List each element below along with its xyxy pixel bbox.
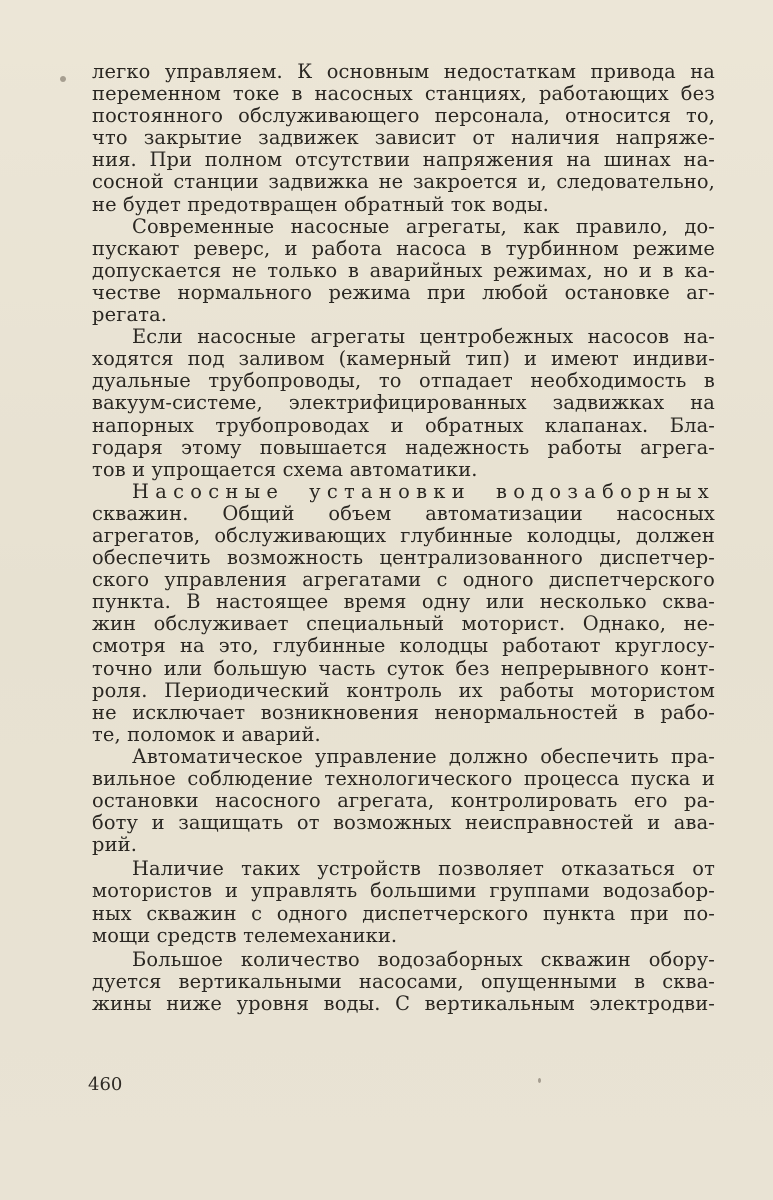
text-line: точно или большую часть суток без непрерывного конт-: [92, 656, 715, 680]
paragraph-7: [92, 949, 715, 1015]
ink-speck: [538, 1078, 541, 1083]
text-line: те, поломок и аварий.: [92, 722, 321, 746]
text-line: не будет предотвращен обратный ток воды.: [92, 192, 549, 216]
paragraph-2: [92, 216, 715, 326]
paragraph-1: [92, 61, 715, 216]
text-line: обеспечить возможность централизованного диспетчер-: [92, 546, 715, 570]
text-line: роля. Периодический контроль их работы мотористом: [92, 678, 715, 702]
body-text: [92, 61, 715, 1015]
text-line: ского управления агрегатами с одного диспетчерского: [92, 568, 715, 592]
text-line: рий.: [92, 833, 138, 857]
text-line: жины ниже уровня воды. С вертикальным электродви-: [92, 991, 715, 1015]
text-line: вакуум-системе, электрифицированных задвижках на: [92, 391, 715, 415]
paragraph-6: [92, 858, 715, 946]
text-line: мощи средств телемеханики.: [92, 923, 398, 947]
paragraph-5: [92, 746, 715, 856]
text-line: регата.: [92, 303, 168, 327]
text-line: дуется вертикальными насосами, опущенными в сква-: [92, 969, 715, 993]
text-line: ных скважин с одного диспетчерского пункта при по-: [92, 901, 715, 925]
text-line: боту и защищать от возможных неисправностей и ава-: [92, 811, 715, 835]
text-line: ходятся под заливом (камерный тип) и имеют индиви-: [92, 347, 715, 371]
text-line: пускают реверс, и работа насоса в турбинном режиме: [92, 236, 715, 260]
text-line: что закрытие задвижек зависит от наличия напряже-: [92, 126, 715, 150]
text-line: честве нормального режима при любой остановке аг-: [92, 280, 715, 304]
text-line: сосной станции задвижка не закроется и, следовательно,: [92, 170, 715, 194]
text-line: ния. При полном отсутствии напряжения на шинах на-: [92, 148, 715, 172]
text-line: пункта. В настоящее время одну или несколько сква-: [92, 590, 715, 614]
text-line: мотористов и управлять большими группами водозабор-: [92, 879, 715, 903]
text-line: допускается не только в аварийных режимах, но и в ка-: [92, 258, 715, 282]
text-line: постоянного обслуживающего персонала, относится то,: [92, 104, 715, 128]
text-line: годаря этому повышается надежность работы агрега-: [92, 435, 715, 459]
text-line: остановки насосного агрегата, контролировать его ра-: [92, 789, 715, 813]
text-line: скважин. Общий объем автоматизации насосных: [92, 501, 715, 525]
paragraph-3: [92, 326, 715, 481]
text-line: тов и упрощается схема автоматики.: [92, 457, 478, 481]
text-line: жин обслуживает специальный моторист. Однако, не-: [92, 612, 715, 636]
section-heading: Насосные установки водозаборных: [132, 479, 715, 503]
text-line: Наличие таких устройств позволяет отказаться от: [132, 857, 715, 881]
paragraph-4: [92, 481, 715, 746]
page-number: 460: [88, 1074, 123, 1095]
text-line: Современные насосные агрегаты, как правило, до-: [132, 214, 715, 238]
text-line: напорных трубопроводах и обратных клапанах. Бла-: [92, 413, 715, 437]
text-line: вильное соблюдение технологического процесса пуска и: [92, 767, 715, 790]
text-line: легко управляем. К основным недостаткам привода на: [92, 60, 715, 83]
text-line: дуальные трубопроводы, то отпадает необходимость в: [92, 369, 715, 393]
text-line: не исключает возникновения ненормальностей в рабо-: [92, 700, 715, 724]
text-line: Большое количество водозаборных скважин обору-: [132, 947, 715, 971]
text-line: Если насосные агрегаты центробежных насосов на-: [132, 325, 715, 349]
text-line: смотря на это, глубинные колодцы работают круглосу-: [92, 634, 715, 658]
text-line: Автоматическое управление должно обеспечить пра-: [132, 744, 715, 768]
ink-speck: [60, 76, 66, 82]
text-line: переменном токе в насосных станциях, работающих без: [92, 82, 715, 106]
text-line: агрегатов, обслуживающих глубинные колодцы, должен: [92, 523, 715, 547]
